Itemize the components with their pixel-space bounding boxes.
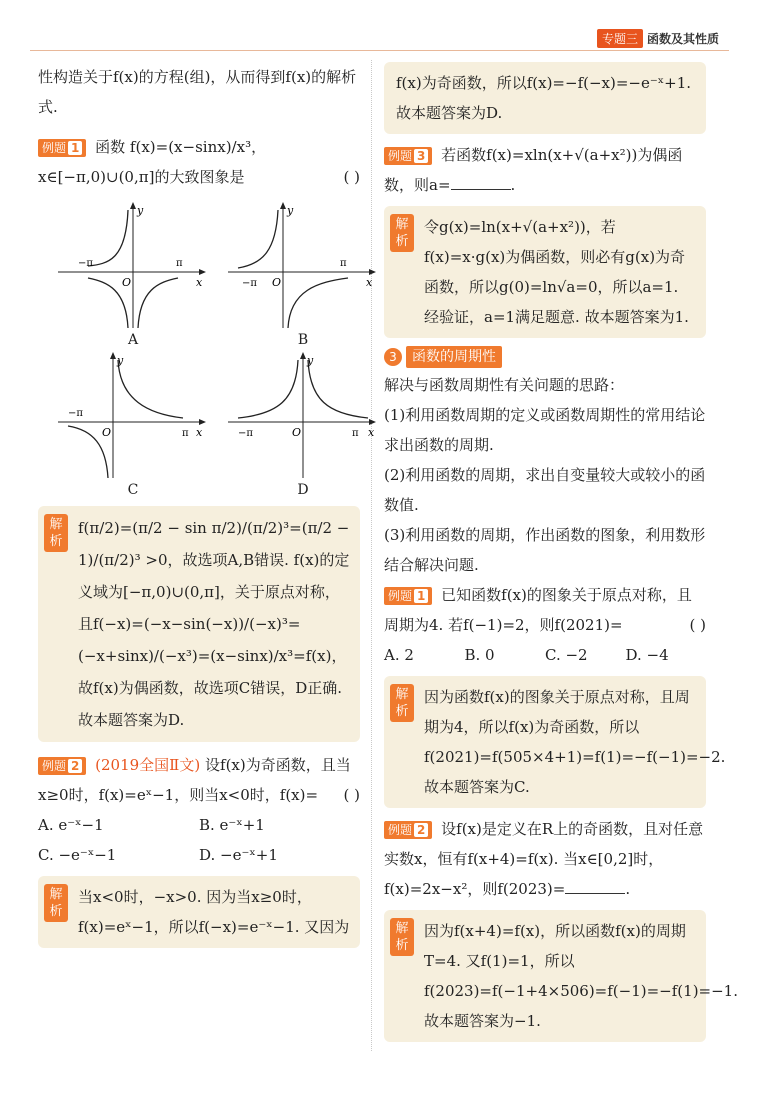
solution-text: f(x)为奇函数，所以f(x)=−f(−x)=−e⁻ˣ+1. 故本题答案为D.: [396, 74, 692, 122]
solution-text: 因为f(x+4)=f(x)，所以函数f(x)的周期T=4. 又f(1)=1，所以f(2023)=f(−1+4×506)=f(−1)=−f(1)=−1. 故本题答案为−1.: [424, 922, 738, 1030]
graph-a: [58, 200, 208, 350]
graph-label: D: [297, 482, 309, 498]
pi-label: π: [352, 428, 359, 439]
y-axis-label: y: [307, 354, 314, 367]
x-axis-label: x: [196, 276, 203, 289]
solution-text: 当x<0时，−x>0. 因为当x≥0时，f(x)=eˣ−1，所以f(−x)=e⁻ˣ−1. 又因为: [78, 888, 350, 936]
left-column: [38, 62, 375, 954]
point-3: (3)利用函数的周期，作出函数的图象，利用数形结合解决问题.: [384, 526, 706, 574]
neg-pi-label: −π: [242, 278, 257, 289]
example-badge: 例题 1: [384, 587, 432, 605]
intro-text: 性构造关于f(x)的方程(组)，从而得到f(x)的解析式.: [38, 68, 357, 116]
option-a: A. 2: [384, 646, 414, 664]
point-1: (1)利用函数周期的定义或函数周期性的常用结论求出函数的周期.: [384, 406, 706, 454]
example-3: 例题 3 若函数f(x)=xln(x+√(a+x²))为偶函数，则a= .: [384, 146, 683, 194]
origin-label: O: [292, 426, 302, 439]
pi-label: π: [182, 428, 189, 439]
pi-label: π: [340, 258, 347, 269]
solution-text: 令g(x)=ln(x+√(a+x²))，若f(x)=x·g(x)为偶函数，则必有g(x)为奇函数，所以g(0)=ln√a=0，所以a=1. 经验证，a=1满足题意. 故本题答案为1.: [424, 218, 689, 326]
origin-label: O: [102, 426, 112, 439]
solution-box-2: [38, 876, 360, 948]
solution-box-5: [384, 910, 738, 1042]
solution-tag: 解析: [390, 214, 414, 252]
solution-box-4: [384, 676, 726, 808]
y-axis-label: y: [117, 354, 124, 367]
example-question: 已知函数f(x)的图象关于原点对称，且周期为4. 若f(−1)=2，则f(2021)=: [384, 586, 692, 634]
option-a: A. e⁻ˣ−1: [38, 816, 104, 834]
example-question: 函数 f(x)=(x−sinx)/x³，x∈[−π,0)∪(0,π]的大致图象是: [38, 138, 267, 186]
option-c: C. −2: [545, 646, 588, 664]
example-question: 若函数f(x)=xln(x+√(a+x²))为偶函数，则a=: [384, 146, 683, 194]
option-c: C. −e⁻ˣ−1: [38, 846, 117, 864]
chapter-title: 函数及其性质: [646, 31, 719, 46]
answer-bracket: ( ): [343, 168, 360, 186]
graph-label: C: [127, 482, 139, 498]
example-question: 设f(x)为奇函数，且当x≥0时，f(x)=eˣ−1，则当x<0时，f(x)=: [38, 756, 351, 804]
neg-pi-label: −π: [68, 408, 83, 419]
answer-blank: [451, 175, 511, 190]
origin-label: O: [122, 276, 132, 289]
solution-tag: 解析: [390, 918, 414, 956]
section-number: 3: [384, 348, 402, 366]
example-badge: 例题 3: [384, 147, 432, 165]
option-d: D. −4: [625, 646, 669, 664]
header-rule: [30, 50, 729, 51]
y-axis-label: y: [137, 204, 144, 217]
solution-box-1: [38, 506, 360, 742]
solution-box-3: [384, 206, 706, 338]
x-axis-label: x: [366, 276, 373, 289]
neg-pi-label: −π: [238, 428, 253, 439]
solution-tag: 解析: [44, 884, 68, 922]
answer-bracket: ( ): [343, 786, 360, 804]
section-heading: [384, 346, 706, 368]
answer-options: [384, 640, 706, 670]
exam-source: (2019全国Ⅱ文): [95, 756, 201, 774]
graph-label: B: [297, 332, 309, 348]
x-axis-label: x: [368, 426, 375, 439]
solution-tag: 解析: [44, 514, 68, 552]
x-axis-label: x: [196, 426, 203, 439]
y-axis-label: y: [287, 204, 294, 217]
solution-text: 因为函数f(x)的图象关于原点对称，且周期为4，所以f(x)为奇函数，所以f(2021)=f(505×4+1)=f(1)=−f(−1)=−2. 故本题答案为C.: [424, 688, 726, 796]
example-1: [38, 132, 360, 192]
option-b: B. e⁻ˣ+1: [199, 816, 265, 834]
answer-bracket: ( ): [689, 616, 706, 634]
page-header: [597, 28, 719, 48]
origin-label: O: [272, 276, 282, 289]
neg-pi-label: −π: [78, 258, 93, 269]
example-question: 设f(x)是定义在R上的奇函数，且对任意实数x，恒有f(x+4)=f(x). 当x∈[0,2]时，f(x)=2x−x²，则f(2023)=: [384, 820, 704, 898]
graph-b: [228, 200, 378, 350]
option-b: B. 0: [464, 646, 495, 664]
example-4: [384, 580, 706, 640]
example-badge: 例题 1: [38, 139, 86, 157]
solution-continuation: [384, 62, 706, 134]
example-badge: 例题 2: [38, 757, 86, 775]
point-2: (2)利用函数的周期，求出自变量较大或较小的函数值.: [384, 466, 706, 514]
example-badge: 例题 2: [384, 821, 432, 839]
right-column: [384, 62, 738, 1048]
graph-d: [228, 350, 378, 500]
example-2: [38, 750, 360, 810]
solution-text: f(π/2)=(π/2 − sin π/2)/(π/2)³=(π/2 − 1)/(π/2)³ >0，故选项A,B错误. f(x)的定义域为[−π,0)∪(0,π]，关于原点对称，且f(−x)=(−x−sin(−x))/(−x)³=(−x+sinx)/(−x³)=(x−sinx)/x³=f(x)，故f(x)为偶函数，故选项C错误，D正确. 故本题答案为D.: [78, 519, 350, 729]
answer-options: [38, 810, 360, 870]
example-5: 例题 2 设f(x)是定义在R上的奇函数，且对任意实数x，恒有f(x+4)=f(x). 当x∈[0,2]时，f(x)=2x−x²，则f(2023)= .: [384, 820, 704, 898]
section-title: 函数的周期性: [406, 346, 502, 368]
option-d: D. −e⁻ˣ+1: [199, 846, 278, 864]
answer-blank: [565, 879, 625, 894]
pi-label: π: [176, 258, 183, 269]
lead-text: 解决与函数周期性有关问题的思路：: [384, 376, 625, 394]
graph-c: [58, 350, 208, 500]
graph-options: [58, 200, 375, 500]
solution-tag: 解析: [390, 684, 414, 722]
graph-label: A: [127, 332, 139, 348]
chapter-tag: 专题三: [597, 29, 643, 48]
